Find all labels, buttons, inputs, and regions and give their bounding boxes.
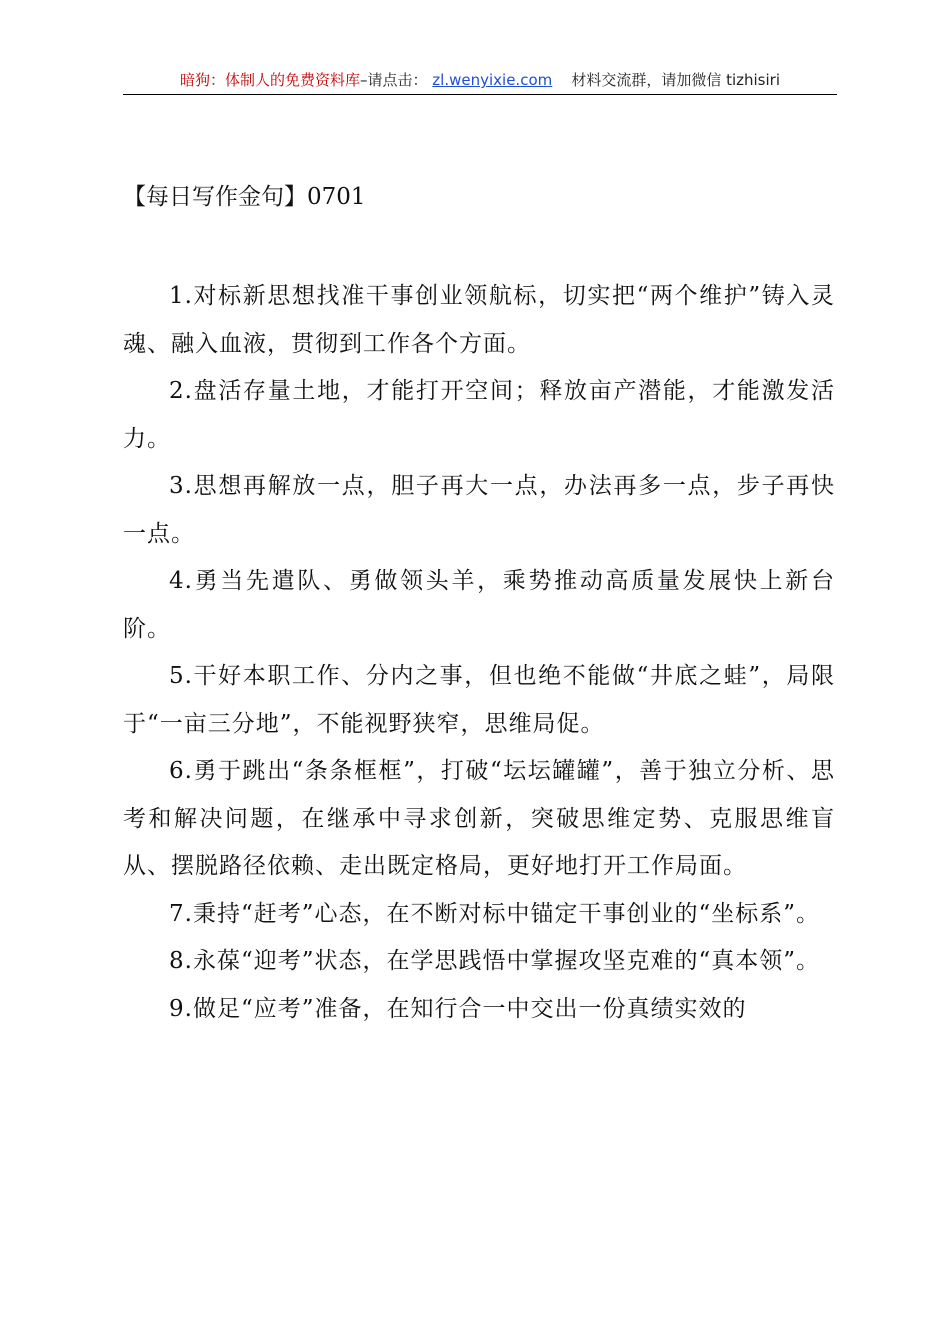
header-brand: 暗狗：体制人的免费资料库 [179,71,360,89]
list-item: 5.干好本职工作、分内之事，但也绝不能做“井底之蛙”，局限于“一亩三分地”，不能视野狭窄，思维局促。 [123,663,835,737]
list-item: 8.永葆“迎考”状态，在学思践悟中掌握攻坚克难的“真本领”。 [169,948,820,974]
list-item: 3.思想再解放一点，胆子再大一点，办法再多一点，步子再快一点。 [123,473,835,547]
list-item: 1.对标新思想找准干事创业领航标，切实把“两个维护”铸入灵魂、融入血液，贯彻到工作各个方面。 [123,283,835,357]
document-body [123,273,835,1033]
header-contact: 材料交流群，请加微信 tizhisiri [571,71,780,89]
list-item: 7.秉持“赶考”心态，在不断对标中锚定干事创业的“坐标系”。 [169,900,820,927]
document-title: 【每日写作金句】0701 [123,184,366,210]
header-link[interactable]: zl.wenyixie.com [432,71,553,89]
header-prompt: –请点击： [360,71,428,89]
list-item: 9.做足“应考”准备，在知行合一中交出一份真绩实效的 [169,995,747,1022]
list-item: 4.勇当先遣队、勇做领头羊，乘势推动高质量发展快上新台阶。 [123,568,835,642]
list-item: 2.盘活存量土地，才能打开空间；释放亩产潜能，才能激发活力。 [123,378,835,452]
page-header [123,68,837,95]
list-item: 6.勇于跳出“条条框框”，打破“坛坛罐罐”，善于独立分析、思考和解决问题，在继承中寻求创新，突破思维定势、克服思维盲从、摆脱路径依赖、走出既定格局，更好地打开工作局面。 [123,758,835,879]
